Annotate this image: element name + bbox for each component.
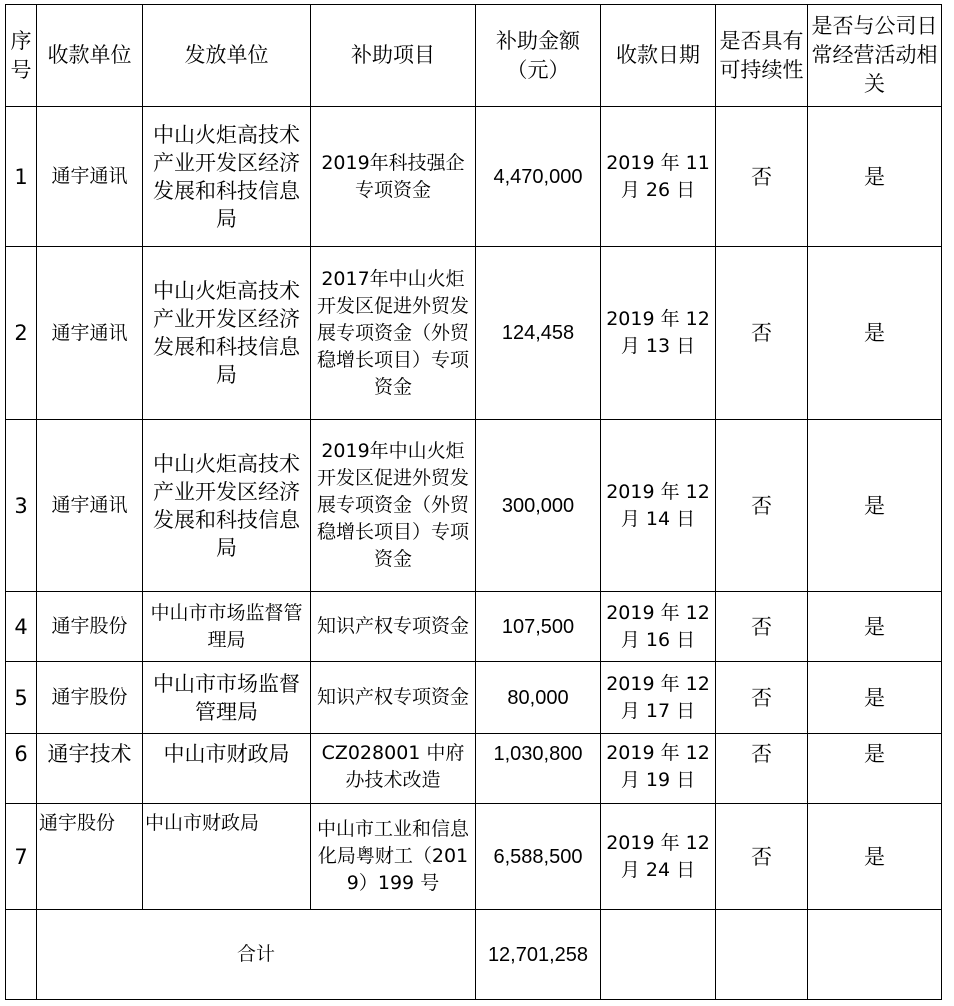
row-payee: 通宇股份: [37, 592, 143, 662]
row-no: 4: [6, 592, 37, 662]
row-no: 1: [6, 107, 37, 247]
row-issuer: 中山市财政局: [143, 734, 311, 804]
table-row: [6, 107, 942, 247]
row-issuer: 中山市市场监督管理局: [143, 662, 311, 734]
row-no: 6: [6, 734, 37, 804]
row-sustainable: 否: [716, 804, 808, 910]
row-no: 3: [6, 420, 37, 592]
row-amount: 107,500: [476, 592, 601, 662]
row-date: 2019 年 12 月 16 日: [601, 592, 716, 662]
header-payee: 收款单位: [37, 5, 143, 107]
total-no-cell: [6, 910, 37, 1000]
row-issuer: 中山市财政局: [143, 804, 311, 910]
table-row: [6, 592, 942, 662]
row-sustainable: 否: [716, 247, 808, 420]
row-project: 知识产权专项资金: [311, 592, 476, 662]
table-row: [6, 734, 942, 804]
row-issuer: 中山市市场监督管理局: [143, 592, 311, 662]
row-no: 5: [6, 662, 37, 734]
row-related: 是: [808, 420, 942, 592]
row-payee: 通宇通讯: [37, 420, 143, 592]
row-project: 2019年中山火炬开发区促进外贸发展专项资金（外贸稳增长项目）专项资金: [311, 420, 476, 592]
header-no: 序号: [6, 5, 37, 107]
row-related: 是: [808, 662, 942, 734]
row-amount: 300,000: [476, 420, 601, 592]
row-sustainable: 否: [716, 734, 808, 804]
row-date: 2019 年 12 月 14 日: [601, 420, 716, 592]
row-related: 是: [808, 247, 942, 420]
header-related: 是否与公司日常经营活动相关: [808, 5, 942, 107]
header-date: 收款日期: [601, 5, 716, 107]
subsidy-table-container: [5, 4, 942, 1000]
row-amount: 4,470,000: [476, 107, 601, 247]
total-amount: 12,701,258: [476, 910, 601, 1000]
row-sustainable: 否: [716, 420, 808, 592]
table-row: [6, 420, 942, 592]
total-related-cell: [808, 910, 942, 1000]
row-sustainable: 否: [716, 107, 808, 247]
total-label: 合计: [37, 910, 476, 1000]
row-project: 2017年中山火炬开发区促进外贸发展专项资金（外贸稳增长项目）专项资金: [311, 247, 476, 420]
row-amount: 80,000: [476, 662, 601, 734]
table-row: [6, 662, 942, 734]
header-project: 补助项目: [311, 5, 476, 107]
table-row: [6, 247, 942, 420]
row-no: 7: [6, 804, 37, 910]
row-related: 是: [808, 734, 942, 804]
row-payee: 通宇股份: [37, 804, 143, 910]
row-issuer: 中山火炬高技术产业开发区经济发展和科技信息局: [143, 107, 311, 247]
row-sustainable: 否: [716, 592, 808, 662]
header-amount: 补助金额（元）: [476, 5, 601, 107]
header-row: [6, 5, 942, 107]
subsidy-table: [5, 4, 942, 1000]
row-project: CZ028001 中府办技术改造: [311, 734, 476, 804]
row-date: 2019 年 12 月 13 日: [601, 247, 716, 420]
row-issuer: 中山火炬高技术产业开发区经济发展和科技信息局: [143, 247, 311, 420]
row-payee: 通宇股份: [37, 662, 143, 734]
row-payee: 通宇通讯: [37, 247, 143, 420]
row-project: 知识产权专项资金: [311, 662, 476, 734]
row-issuer: 中山火炬高技术产业开发区经济发展和科技信息局: [143, 420, 311, 592]
row-related: 是: [808, 804, 942, 910]
row-no: 2: [6, 247, 37, 420]
row-project: 中山市工业和信息化局粤财工（2019）199 号: [311, 804, 476, 910]
row-related: 是: [808, 592, 942, 662]
row-project: 2019年科技强企专项资金: [311, 107, 476, 247]
table-row: [6, 804, 942, 910]
row-amount: 6,588,500: [476, 804, 601, 910]
row-date: 2019 年 12 月 24 日: [601, 804, 716, 910]
row-date: 2019 年 12 月 17 日: [601, 662, 716, 734]
row-amount: 1,030,800: [476, 734, 601, 804]
header-sustainable: 是否具有可持续性: [716, 5, 808, 107]
row-payee: 通宇技术: [37, 734, 143, 804]
total-date-cell: [601, 910, 716, 1000]
header-issuer: 发放单位: [143, 5, 311, 107]
row-date: 2019 年 12 月 19 日: [601, 734, 716, 804]
total-row: [6, 910, 942, 1000]
total-sustainable-cell: [716, 910, 808, 1000]
row-related: 是: [808, 107, 942, 247]
row-date: 2019 年 11 月 26 日: [601, 107, 716, 247]
row-payee: 通宇通讯: [37, 107, 143, 247]
row-sustainable: 否: [716, 662, 808, 734]
row-amount: 124,458: [476, 247, 601, 420]
